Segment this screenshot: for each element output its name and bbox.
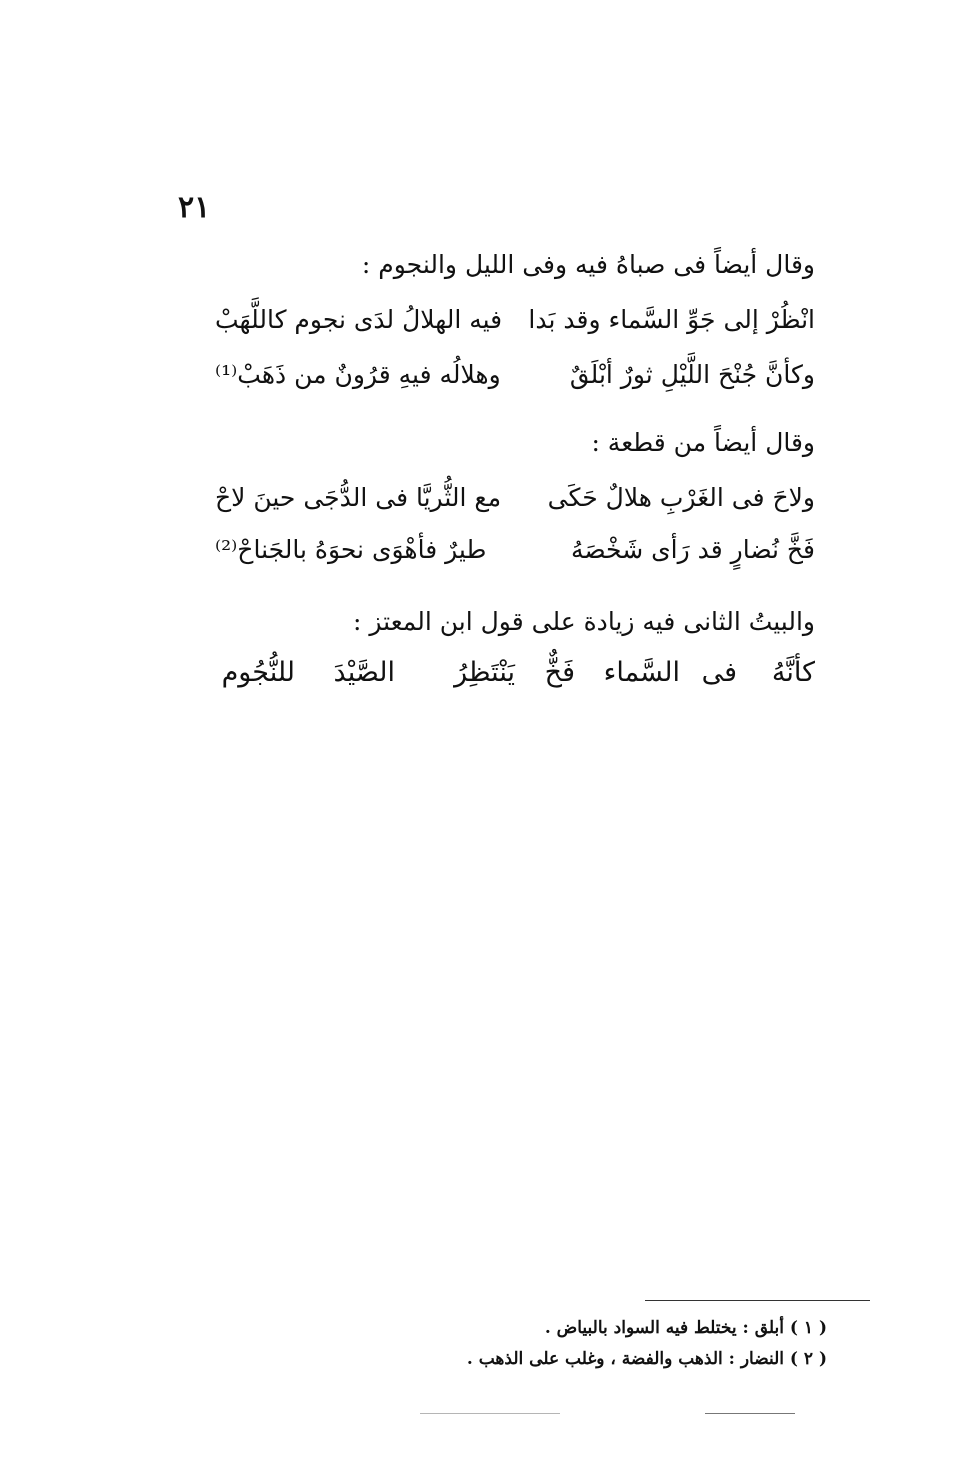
hemistich-second: وهلالُه فيهِ قرُونٌ من ذَهَبْ⁽¹⁾: [215, 360, 501, 389]
footnote-2: ( ٢ ) النضار : الذهب والفضة ، وغلب على الذهب .: [466, 1349, 827, 1369]
scan-mark: [420, 1413, 560, 1414]
hemistich-first: وكأنَّ جُنْحَ اللَّيْلِ ثورٌ أبْلَقٌ: [569, 360, 815, 389]
verse-word: الصَّيْدَ: [333, 657, 395, 688]
poem2-verse-1: [215, 483, 815, 519]
hemistich-second: طيرٌ فأهْوَى نحوَهُ بالجَناحْ⁽²⁾: [215, 535, 487, 564]
verse-word: السَّماء: [603, 657, 680, 688]
verse-word: فَخٌّ: [544, 657, 575, 688]
hemistich-first: انْظُرْ إلى جَوِّ السَّماء وقد بَدا: [528, 305, 815, 334]
intro-line-2: وقال أيضاً من قطعة :: [591, 428, 815, 457]
ibn-mutazz-verse: [215, 655, 815, 699]
verse-word: كأنَّهُ: [771, 657, 815, 688]
hemistich-second: مع الثُّريَّا فى الدُّجَى حينَ لاحْ: [215, 483, 502, 512]
hemistich-first: فَخَّ نُضارٍ قد رَأى شَخْصَهُ: [570, 535, 815, 564]
scan-mark: [705, 1413, 795, 1414]
footnote-separator: [645, 1300, 870, 1301]
verse-word: فى: [701, 657, 737, 688]
footnote-1: ( ١ ) أبلق : يختلط فيه السواد بالبياض .: [544, 1318, 827, 1338]
intro-line-3: والبيتُ الثانى فيه زيادة على قول ابن المعتز :: [353, 607, 815, 636]
poem1-verse-2: [215, 360, 815, 396]
hemistich-second: فيه الهلالُ لدَى نجوم كاللَّهَبْ: [215, 305, 503, 334]
poem2-verse-2: [215, 535, 815, 571]
verse-word: للنُّجُوم: [221, 657, 295, 688]
page-number: ٢١: [178, 190, 211, 225]
poem1-verse-1: [215, 305, 815, 341]
intro-line-1: وقال أيضاً فى صباهُ فيه وفى الليل والنجوم :: [361, 250, 815, 279]
hemistich-first: ولاحَ فى الغَرْبِ هلالٌ حَكَى: [547, 483, 815, 512]
verse-word: يَنْتَظِرُ: [454, 657, 515, 688]
